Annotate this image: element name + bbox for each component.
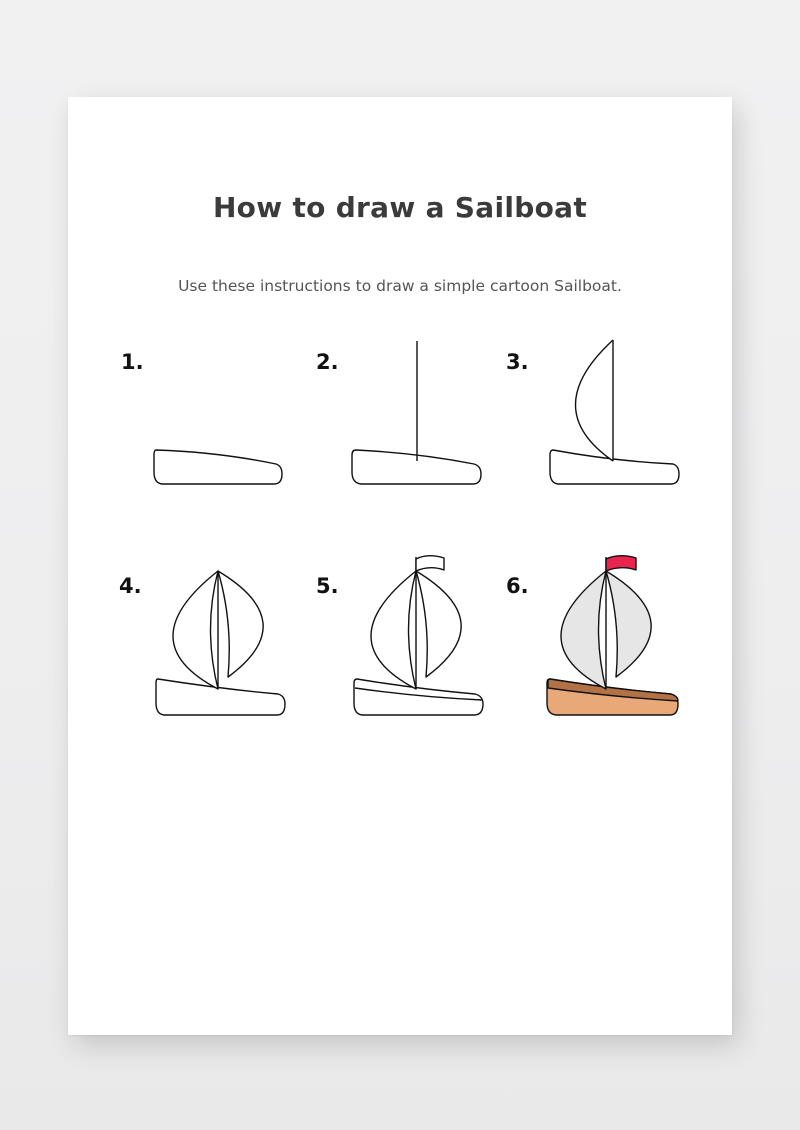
- right-sail-shape: [606, 571, 651, 677]
- step-3-drawing: [550, 340, 679, 484]
- worksheet-page: [68, 97, 732, 1035]
- page-subtitle: Use these instructions to draw a simple cartoon Sailboat.: [178, 277, 622, 295]
- step-number-1: 1.: [121, 350, 144, 374]
- left-sail-shape: [371, 571, 416, 689]
- right-sail-shape: [218, 571, 263, 677]
- hull-shape: [156, 679, 285, 715]
- step-number-6: 6.: [506, 574, 529, 598]
- step-2-drawing: [352, 341, 481, 484]
- step-4-drawing: [156, 571, 285, 715]
- step-number-4: 4.: [119, 574, 142, 598]
- step-number-2: 2.: [316, 350, 339, 374]
- sail-shape: [576, 340, 614, 461]
- left-sail-shape: [173, 571, 218, 689]
- hull-shape: [550, 450, 679, 484]
- step-number-3: 3.: [506, 350, 529, 374]
- step-drawings: [68, 97, 732, 1035]
- step-5-drawing: [354, 556, 483, 715]
- left-sail-shape: [561, 571, 606, 689]
- hull-shape: [154, 450, 282, 484]
- step-number-5: 5.: [316, 574, 339, 598]
- hull-shape: [354, 679, 483, 715]
- right-sail-shape: [416, 571, 461, 677]
- step-1-drawing: [154, 450, 282, 484]
- page-title: How to draw a Sailboat: [212, 191, 588, 224]
- step-6-drawing: [547, 556, 678, 715]
- flag-shape: [416, 556, 444, 571]
- flag-shape: [606, 556, 636, 571]
